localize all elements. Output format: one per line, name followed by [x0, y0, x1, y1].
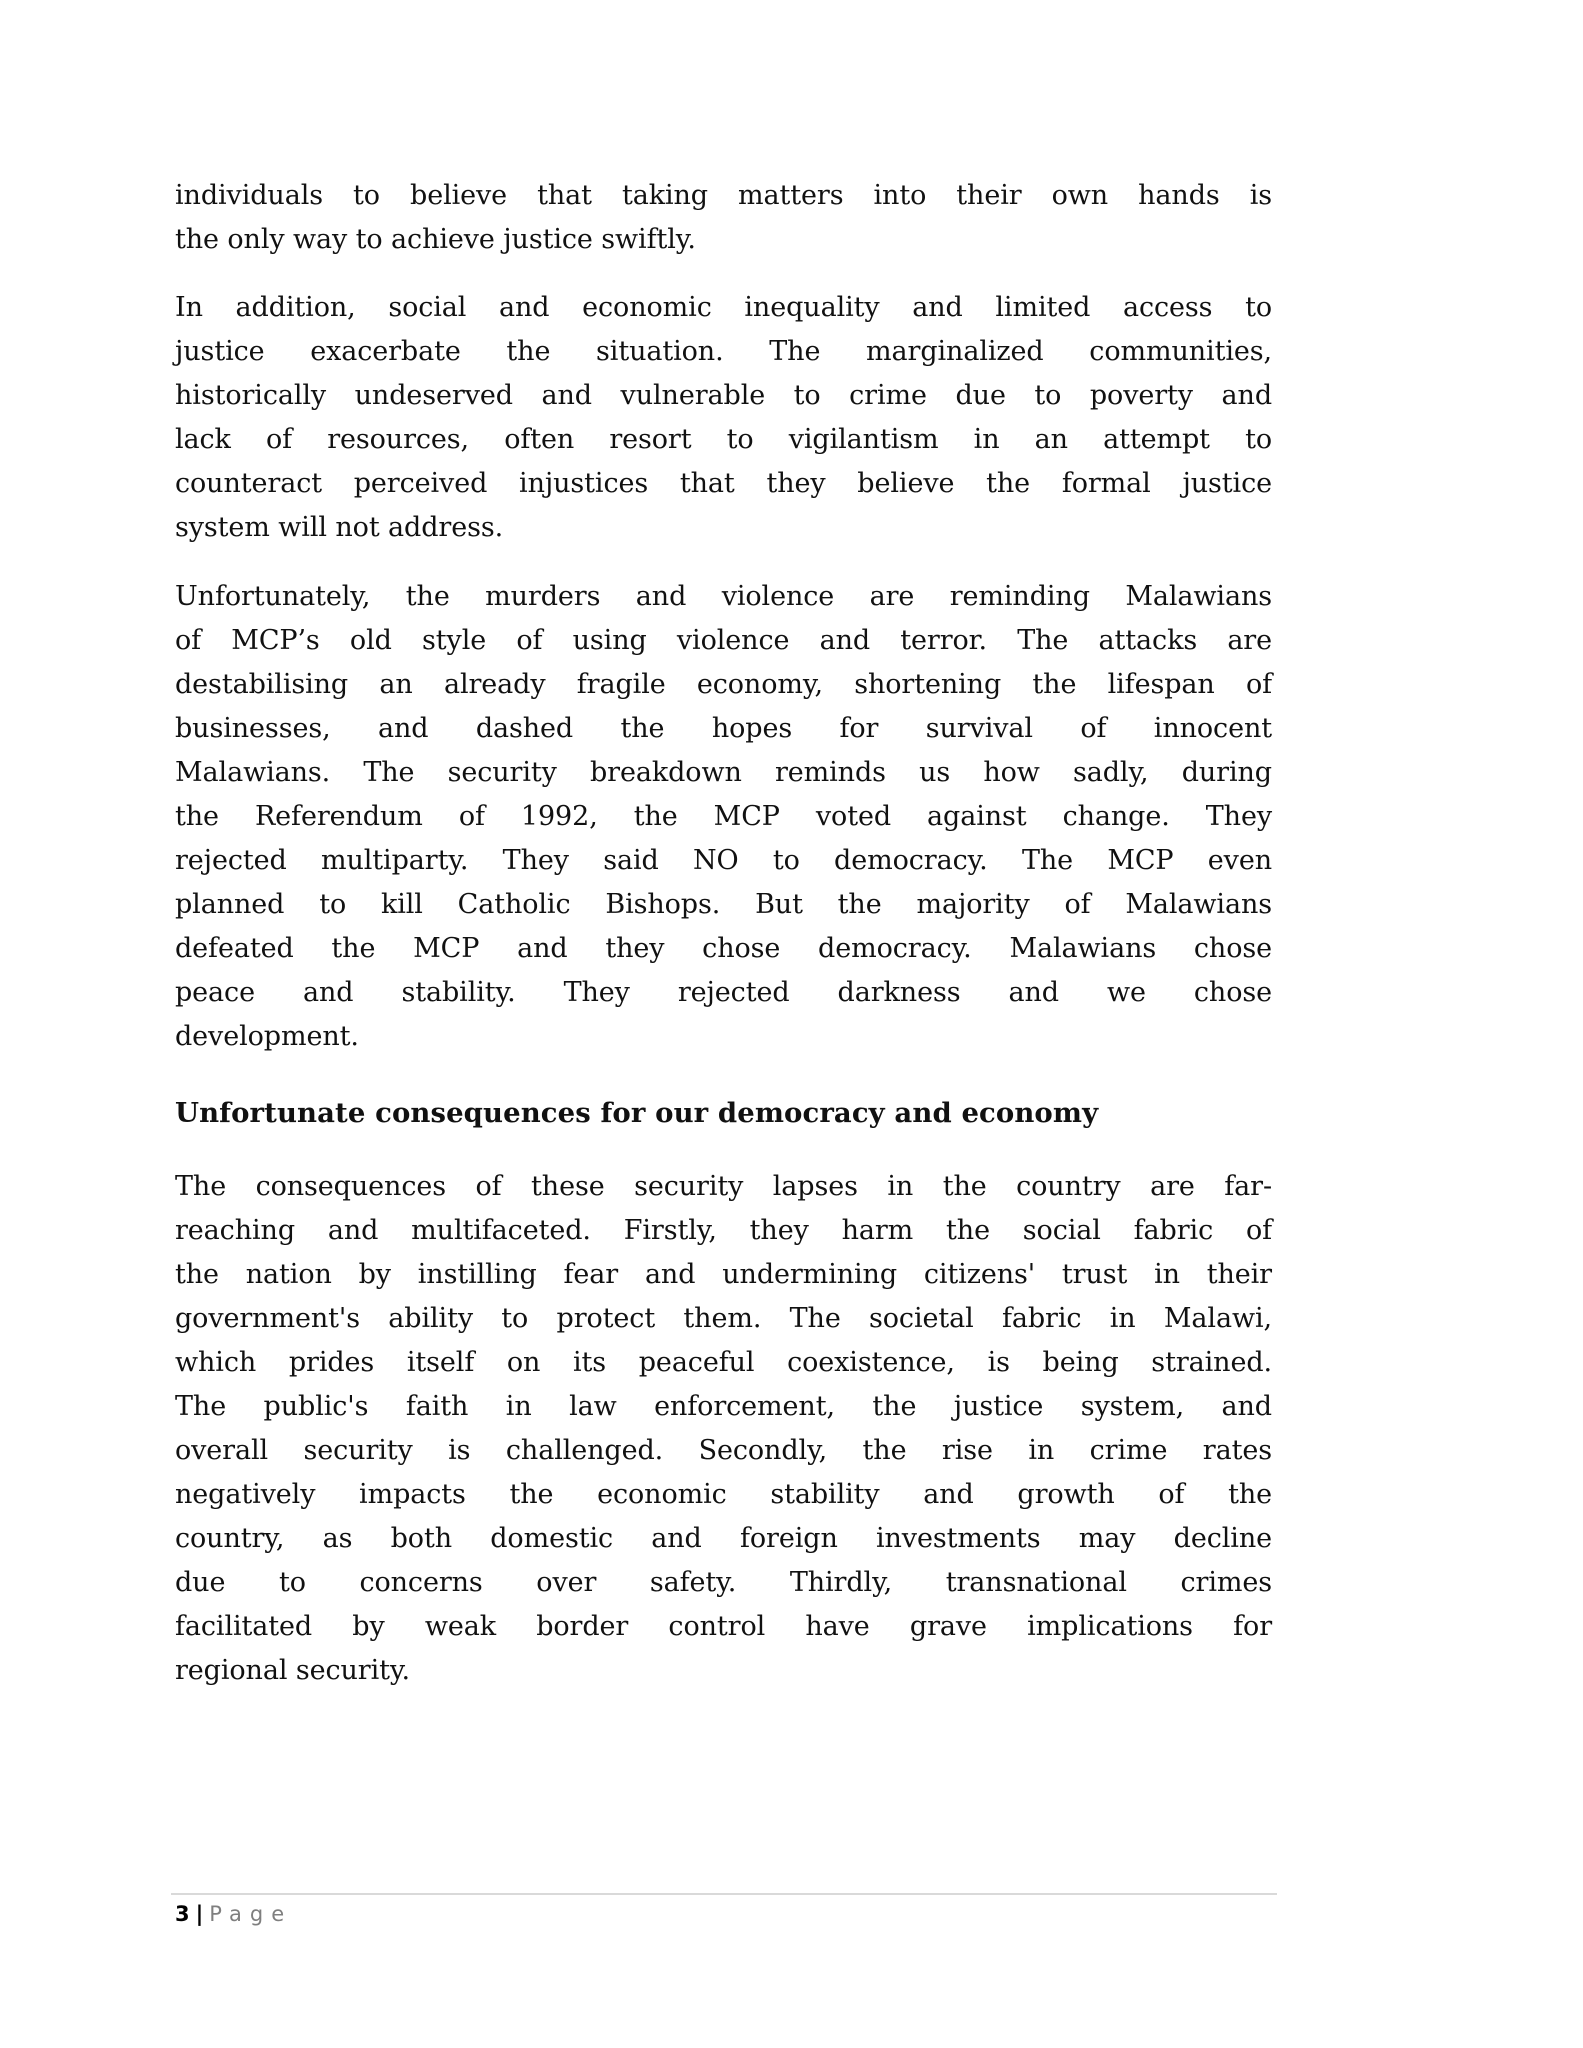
text-line: negatively impacts the economic stability and growth of the: [175, 1479, 1272, 1510]
text-line: Unfortunately, the murders and violence are reminding Malawians: [175, 581, 1272, 612]
text-line: individuals to believe that taking matters into their own hands is: [175, 180, 1272, 211]
text-line: rejected multiparty. They said NO to democracy. The MCP even: [175, 845, 1272, 876]
footer-divider: [171, 1893, 1277, 1895]
paragraph-continuation: [175, 174, 1272, 262]
text-line: justice exacerbate the situation. The marginalized communities,: [175, 336, 1272, 367]
text-line: development.: [175, 1021, 359, 1052]
text-line: facilitated by weak border control have grave implications for: [175, 1611, 1272, 1642]
section-heading: Unfortunate consequences for our democracy and economy: [175, 1097, 1099, 1129]
text-line: businesses, and dashed the hopes for survival of innocent: [175, 713, 1272, 744]
text-line: lack of resources, often resort to vigilantism in an attempt to: [175, 424, 1272, 455]
text-line: peace and stability. They rejected darkness and we chose: [175, 977, 1272, 1008]
paragraph-mcp-violence: [175, 575, 1272, 1059]
footer-separator: |: [195, 1902, 204, 1926]
text-line: destabilising an already fragile economy, shortening the lifespan of: [175, 669, 1272, 700]
page-label: Page: [209, 1902, 293, 1926]
text-line: system will not address.: [175, 512, 504, 543]
text-line: planned to kill Catholic Bishops. But the majority of Malawians: [175, 889, 1272, 920]
text-line: historically undeserved and vulnerable to crime due to poverty and: [175, 380, 1272, 411]
text-line: the Referendum of 1992, the MCP voted against change. They: [175, 801, 1272, 832]
text-line: The public's faith in law enforcement, the justice system, and: [175, 1391, 1272, 1422]
text-line: the only way to achieve justice swiftly.: [175, 224, 696, 255]
text-line: which prides itself on its peaceful coexistence, is being strained.: [175, 1347, 1272, 1378]
text-line: the nation by instilling fear and undermining citizens' trust in their: [175, 1259, 1272, 1290]
text-line: government's ability to protect them. The societal fabric in Malawi,: [175, 1303, 1272, 1334]
paragraph-consequences: [175, 1165, 1272, 1693]
text-line: defeated the MCP and they chose democracy. Malawians chose: [175, 933, 1272, 964]
text-line: Malawians. The security breakdown reminds us how sadly, during: [175, 757, 1272, 788]
text-line: of MCP’s old style of using violence and terror. The attacks are: [175, 625, 1272, 656]
text-line: country, as both domestic and foreign investments may decline: [175, 1523, 1272, 1554]
text-line: In addition, social and economic inequality and limited access to: [175, 292, 1272, 323]
text-line: overall security is challenged. Secondly, the rise in crime rates: [175, 1435, 1272, 1466]
page-number: 3: [175, 1902, 190, 1926]
text-line: reaching and multifaceted. Firstly, they harm the social fabric of: [175, 1215, 1272, 1246]
text-line: counteract perceived injustices that they believe the formal justice: [175, 468, 1272, 499]
paragraph-inequality: [175, 286, 1272, 550]
text-line: due to concerns over safety. Thirdly, transnational crimes: [175, 1567, 1272, 1598]
page-footer: [175, 1898, 292, 1930]
text-line: The consequences of these security lapses in the country are far-: [175, 1171, 1272, 1202]
text-line: regional security.: [175, 1655, 410, 1686]
